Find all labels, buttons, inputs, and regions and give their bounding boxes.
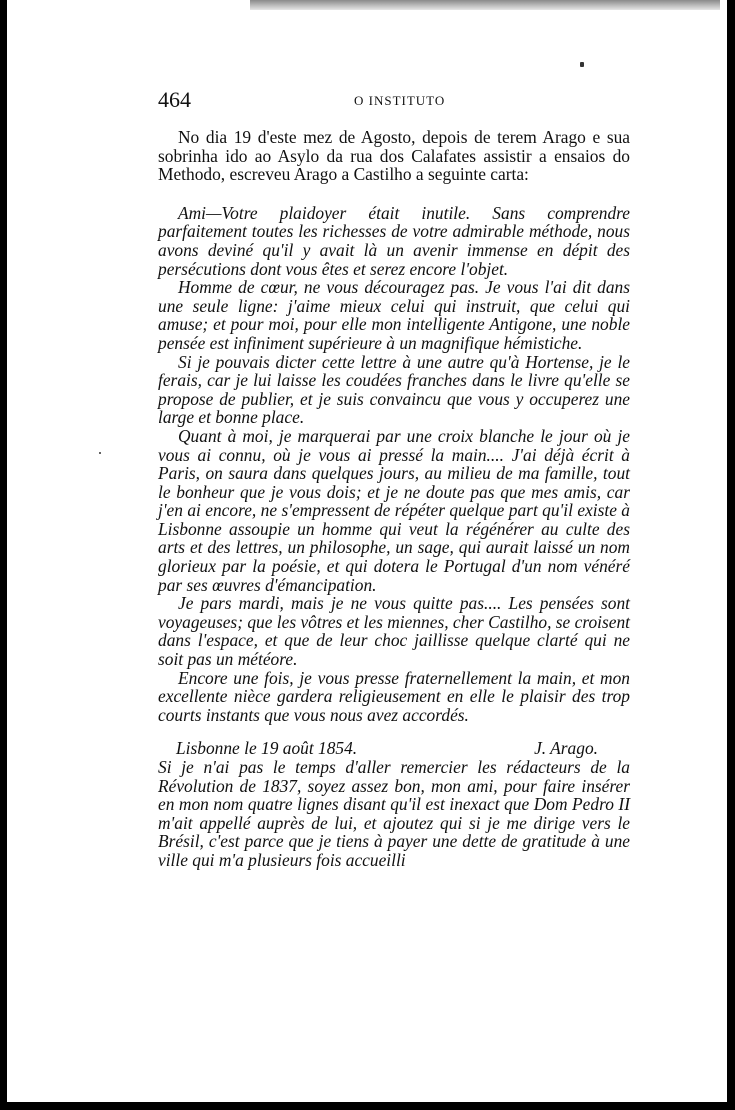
page-number: 464 (158, 87, 191, 112)
letter-paragraph: Quant à moi, je marquerai par une croix blanche le jour où je vous ai connu, où je vous ai pressé la main.... J'ai déjà écrit à Paris, on saura dans quelques jours, au milieu de ma famille, tout le bonheur que je vous dois; et je ne doute pas que mes amis, car j'en ai encore, ne s'empressent de répéter quelque part qu'il existe à Lisbonne assoupie un homme qui veut la régénérer au culte des arts et des lettres, un philosophe, un sage, qui aurait laissé un nom glorieux par la poésie, et qui dotera le Portugal d'un nom vénéré par ses œuvres d'émancipation. (158, 425, 630, 595)
letter-paragraph: Encore une fois, je vous presse fraternellement la main, et mon excellente nièce gardera religieusement en elle le plaisir des trop courts instants que vous nous avez accordés. (158, 667, 630, 725)
intro-paragraph: No dia 19 d'este mez de Agosto, depois de terem Arago e sua sobrinha ido ao Asylo da rua dos Calafates assistir a ensaios do Methodo, escreveu Arago a Castilho a seguinte carta: (158, 127, 630, 185)
scan-shadow (250, 0, 720, 10)
letter-closing (158, 739, 630, 758)
ink-speck (580, 62, 584, 67)
scan-border-right (727, 0, 735, 1110)
page-header (158, 87, 630, 117)
letter-paragraph: Ami—Votre plaidoyer était inutile. Sans comprendre parfaitement toutes les richesses de votre admirable méthode, nous avons deviné qu'il y avait là un avenir immense en dépit des persécutions dont vous êtes et serez encore l'objet. (158, 202, 630, 279)
letter-paragraph: Homme de cœur, ne vous découragez pas. Je vous l'ai dit dans une seule ligne: j'aime mieux celui qui instruit, que celui qui amuse; et pour moi, pour elle mon intelligente Antigone, une noble pensée est infiniment supérieure à un magnifique hémistiche. (158, 277, 630, 353)
postscript-paragraph: Si je n'ai pas le temps d'aller remercier les rédacteurs de la Révolution de 1837, soyez assez bon, mon ami, pour faire insérer en mon nom quatre lignes disant qu'il est inexact que Dom Pedro II m'ait appellé auprès de lui, et ajoutez qui si je me dirige vers le Brésil, c'est parce que je tiens à payer une dette de gratitude à une ville qui m'a plusieurs fois accueilli (158, 757, 630, 870)
page-body (158, 128, 630, 870)
letter (158, 204, 630, 870)
running-title: O INSTITUTO (354, 93, 446, 108)
place-date: Lisbonne le 19 août 1854. (176, 738, 358, 759)
scan-border-left (0, 0, 7, 1110)
letter-paragraph: Je pars mardi, mais je ne vous quitte pas.... Les pensées sont voyageuses; que les vôtres et les miennes, cher Castilho, se croisent dans l'espace, et que de leur choc jaillisse quelque clarté qui ne soit pas un météore. (158, 593, 631, 670)
signature: J. Arago. (534, 738, 598, 759)
ink-speck (99, 452, 101, 454)
scan-border-bottom (0, 1102, 735, 1110)
letter-paragraph: Si je pouvais dicter cette lettre à une autre qu'à Hortense, je le ferais, car je lui laisse les coudées franches dans le livre qu'elle se propose de publier, et je suis convaincu que vous y occuperez une large et bonne place. (158, 351, 630, 428)
